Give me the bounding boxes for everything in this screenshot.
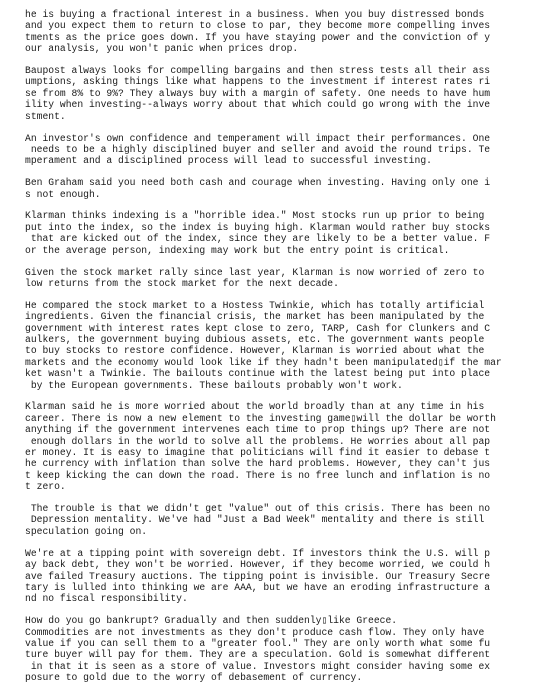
- text-line: he currency with inflation than solve the hard problems. However, they can't jus: [25, 458, 491, 470]
- text-line: to buy stocks to restore confidence. However, Klarman is worried about what the: [25, 345, 485, 357]
- paragraph-ben-graham: [25, 177, 535, 200]
- text-line: value if you can sell them to a "greater fool." They are only worth what some fu: [25, 637, 491, 649]
- text-line: Depression mentality. We've had "Just a Bad Week" mentality and there is still: [25, 514, 485, 526]
- text-line: t keep kicking the can down the road. There is no free lunch and inflation is no: [25, 469, 491, 481]
- text-line: An investor's own confidence and temperament will impact their performances. One: [25, 132, 491, 144]
- text-line: umptions, asking things like what happens to the investment if interest rates ri: [25, 76, 491, 88]
- text-line: We're at a tipping point with sovereign debt. If investors think the U.S. will p: [25, 547, 491, 559]
- text-line: Ben Graham said you need both cash and courage when investing. Having only one i: [25, 177, 491, 189]
- text-line: that are kicked out of the index, since they are likely to be a better value. F: [25, 233, 491, 245]
- text-line: Klarman said he is more worried about the world broadly than at any time in his: [25, 401, 485, 413]
- text-line: aulkers, the government buying dubious assets, etc. The government wants people: [25, 333, 485, 345]
- text-line: ket wasn't a Twinkie. The bailouts continue with the latest being put into place: [25, 368, 491, 380]
- text-line: s not enough.: [25, 188, 101, 200]
- text-line: he is buying a fractional interest in a business. When you buy distressed bonds: [25, 9, 485, 20]
- text-line: low returns from the stock market for the next decade.: [25, 277, 339, 289]
- paragraph-baupost-bargains: [25, 65, 535, 122]
- text-line: put into the index, so the index is buying high. Klarman would rather buy stocks: [25, 221, 491, 233]
- text-line: enough dollars in the world to solve all the problems. He worries about all pap: [25, 435, 491, 447]
- text-line: needs to be a highly disciplined buyer and seller and avoid the round trips. Te: [25, 143, 491, 155]
- text-line: speculation going on.: [25, 525, 148, 537]
- text-line: ility when investing--always worry about that which could go wrong with the inve: [25, 99, 491, 111]
- paragraph-bankrupt: [25, 615, 535, 626]
- text-line: t zero.: [25, 481, 66, 493]
- text-line: mperament and a disciplined process will lead to successful investing.: [25, 155, 432, 167]
- paragraph-market-rally: [25, 267, 535, 290]
- text-line: posure to gold due to the worry of debasement of currency.: [25, 672, 363, 684]
- text-line: The trouble is that we didn't get "value" out of this crisis. There has been no: [25, 503, 491, 515]
- text-line: or the average person, indexing may work but the entry point is critical.: [25, 244, 450, 256]
- text-line: markets and the economy would look like if they hadn't been manipulated▯if the mar: [25, 356, 502, 368]
- text-line: anything if the government intervenes each time to prop things up? There are not: [25, 424, 491, 436]
- text-line: and you expect them to return to close to par, they become more compelling inves: [25, 20, 491, 32]
- text-line: He compared the stock market to a Hostess Twinkie, which has totally artificial: [25, 299, 485, 311]
- paragraph-world-worries: [25, 401, 535, 492]
- paragraph-crisis-value: [25, 503, 535, 537]
- document-body: [25, 9, 535, 694]
- text-line: ture buyer will pay for them. They are a speculation. Gold is somewhat different: [25, 649, 491, 661]
- text-line: tments as the price goes down. If you have staying power and the conviction of y: [25, 31, 491, 43]
- text-line: tary is lulled into thinking we are AAA, but we have an eroding infrastructure a: [25, 581, 491, 593]
- text-line: er money. It is easy to imagine that politicians will find it easier to debase t: [25, 447, 491, 458]
- paragraph-sovereign-debt: [25, 548, 535, 605]
- text-line: ay back debt, they won't be worried. However, if they become worried, we could h: [25, 559, 491, 571]
- text-line: stment.: [25, 110, 66, 122]
- text-line: our analysis, you won't panic when prices drop.: [25, 43, 299, 55]
- paragraph-temperament: [25, 133, 535, 167]
- paragraph-commodities: [25, 627, 535, 684]
- text-line: Given the stock market rally since last year, Klarman is now worried of zero to: [25, 266, 485, 278]
- text-line: nd no fiscal responsibility.: [25, 593, 188, 605]
- text-line: by the European governments. These bailouts probably won't work.: [25, 379, 403, 391]
- text-line: ave failed Treasury auctions. The tipping point is invisible. Our Treasury Secre: [25, 570, 491, 582]
- text-line: Klarman thinks indexing is a "horrible idea." Most stocks run up prior to being: [25, 210, 485, 222]
- text-line: ingredients. Given the financial crisis, the market has been manipulated by the: [25, 311, 485, 323]
- text-line: How do you go bankrupt? Gradually and then suddenly▯like Greece.: [25, 615, 398, 627]
- text-line: career. There is now a new element to the investing game▯will the dollar be worth: [25, 412, 496, 424]
- text-line: Baupost always looks for compelling bargains and then stress tests all their ass: [25, 65, 491, 77]
- paragraph-indexing: [25, 210, 535, 256]
- paragraph-twinkie: [25, 300, 535, 391]
- text-line: government with interest rates kept close to zero, TARP, Cash for Clunkers and C: [25, 322, 491, 334]
- text-line: se from 8% to 9%? They always buy with a margin of safety. One needs to have hum: [25, 87, 491, 99]
- text-line: in that it is seen as a store of value. Investors might consider having some ex: [25, 660, 491, 672]
- paragraph-fractional-interest: [25, 9, 535, 55]
- text-line: Commodities are not investments as they don't produce cash flow. They only have: [25, 626, 485, 638]
